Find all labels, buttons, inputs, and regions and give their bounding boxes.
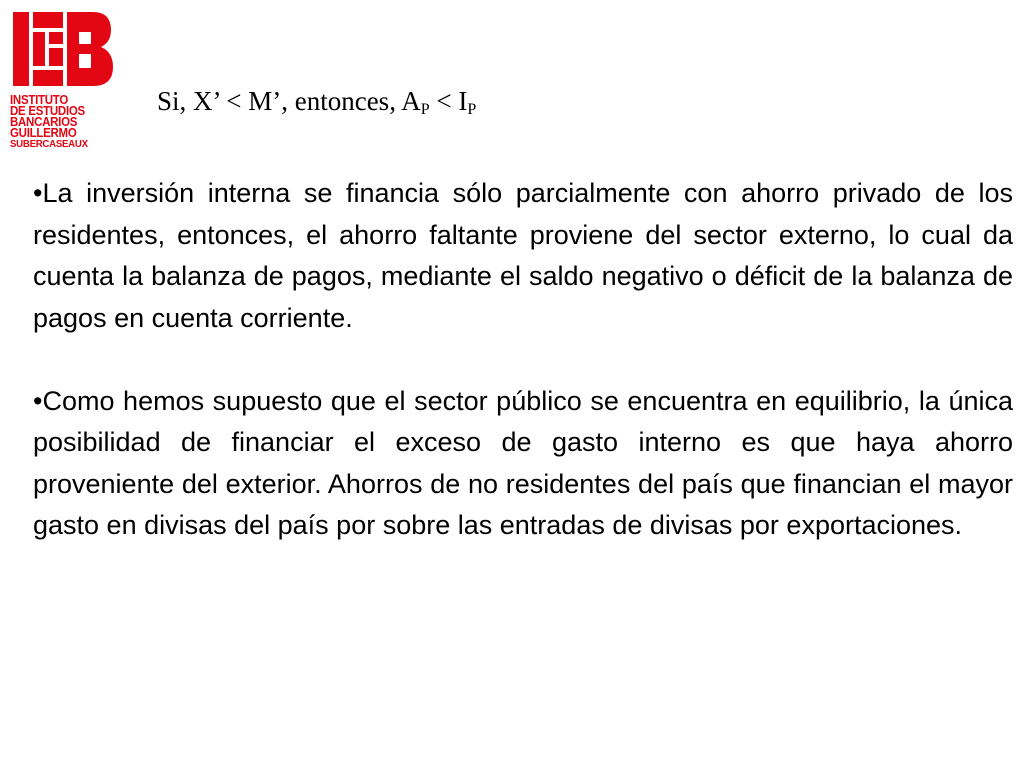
bullet-paragraph: •Como hemos supuesto que el sector público se encuentra en equilibrio, la única posibilidad de financiar el exceso de gasto interno es que haya ahorro proveniente del exterior. Ahorros de no residentes del país que financian el mayor gasto en divisas del país por sobre las entradas de divisas por exportaciones. bbox=[33, 385, 1013, 540]
heading-middle: < I bbox=[429, 86, 468, 116]
logo-line: SUBERCASEAUX bbox=[10, 138, 88, 150]
logo-line: BANCARIOS bbox=[10, 115, 78, 129]
heading-subscript: P bbox=[467, 101, 477, 118]
logo-mark-icon bbox=[13, 12, 113, 86]
slide-body bbox=[33, 173, 1013, 547]
logo-line: GUILLERMO bbox=[10, 126, 77, 140]
logo-text bbox=[10, 95, 113, 150]
heading-prefix: Si, X’ < M’, entonces, A bbox=[157, 86, 421, 116]
logo-line: INSTITUTO bbox=[10, 93, 69, 107]
heading-subscript: P bbox=[420, 101, 430, 118]
logo-line: DE ESTUDIOS bbox=[10, 104, 85, 118]
bullet-paragraph: •La inversión interna se financia sólo parcialmente con ahorro privado de los residentes, entonces, el ahorro faltante proviene del sector externo, lo cual da cuenta la balanza de pagos, mediante el saldo negativo o déficit de la balanza de pagos en cuenta corriente. bbox=[33, 178, 1013, 333]
slide-heading bbox=[157, 86, 476, 119]
institute-logo bbox=[10, 12, 122, 162]
